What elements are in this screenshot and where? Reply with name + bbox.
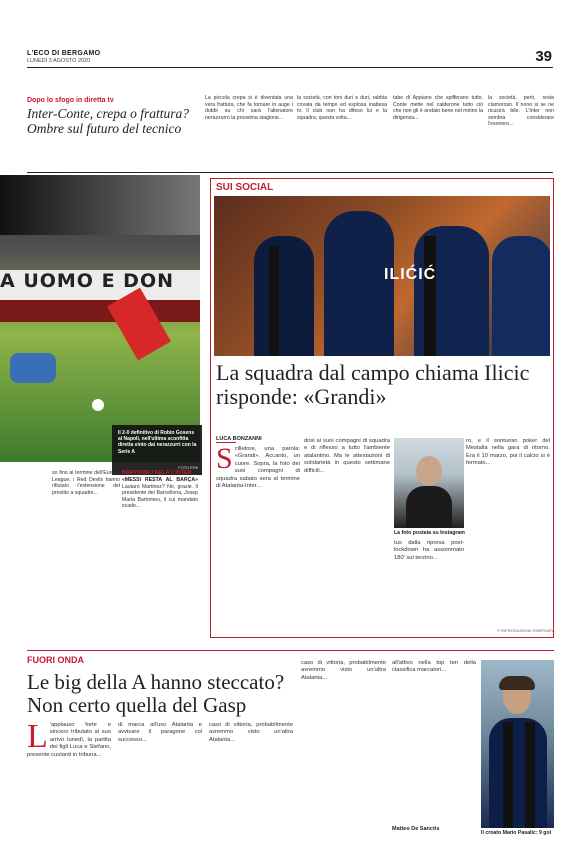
inset-caption: La foto postata su Instagram [394,530,465,536]
social-column-3: ro, e il sontuoso poker del Mestalla nella gara di ritorno. Era il 10 marzo, poi il calcio si è fermato... [466,438,550,467]
bartomeu-box [122,470,198,620]
bottom-author: Matteo De Sanctis [392,826,440,832]
top-column-2: la società, con toni duri e duri, rabbia covata da tempo ed esplosa inattesa tv. Il club non ha difeso lui e la squadra, questa volta... [297,95,387,121]
bottom-column-2: di marca all'uso Atalanta e avvisare il paragone col successo... [118,722,202,743]
bottom-column-4: caso di vittoria, probabilmente avremmo visto un'altra Atalanta... [301,660,386,681]
newspaper-name: L'ECO DI BERGAMO [27,50,101,57]
bartomeu-lead: «MESSI RESTA AL BARÇA» [122,477,198,483]
social-copyright: © RIPRODUZIONE RISERVATA [497,628,555,633]
top-column-4: la società, però, resta clamoroso. Il nono si se ne ricucirà bile. L'Inter non sembra considerare l'esonero... [488,95,554,128]
social-column-1: Scilletore, una parola: «Grandi». Accanto, un cuore. Sopra, la foto dei suoi compagni di squadra sabato sera al termine di Atalanta-Inter... [216,446,300,490]
social-headline: La squadra dal campo chiama Ilicic risponde: «Grandi» [216,360,530,409]
pasalic-caption: Il croato Mario Pasalic: 9 gol [481,830,552,836]
instagram-inset-photo [394,438,464,528]
bottom-dropcap: L [27,722,48,755]
bartomeu-kicker: BARTOMEU GELA L'INTER [122,470,192,476]
top-column-3: tabe di Appiano che spifferano tutto. Conte mette nel calderone tutto ciò che non gli è andato bene nel mirino la dirigenza... [393,95,483,121]
match-photo [0,175,200,462]
photo-caption: Il 2-0 definitivo di Robin Gosens al Napoli, nell'ultima sconfitta diretta vinto dai nerazzurri con la Serie A [118,430,197,455]
author-rule [216,442,236,443]
section-rule [27,172,553,173]
top-column-1: La piccola crepa si è diventata una vera frattura, che fa tornare in auge i dubbi su chi sarà l'allenatore nerazzurro la prossima stagione... [205,95,293,121]
stadium-banner: A UOMO E DON [0,270,174,292]
top-headline: Inter-Conte, crepa o frattura? Ombre sul futuro del tecnico [27,106,189,136]
bottom-column-1: L 'applauso forte e sincero tributato al suo arrivo lunedì, la partita dei figli Luca e Stefano, presente custanti in tribuna... [27,722,111,758]
photo-caption-box [112,425,202,475]
bottom-label: FUORI ONDA [27,655,84,665]
top-kicker: Dopo lo sfogo in diretta tv [27,97,114,104]
left-text-column: so fino al termine dell'Europa League, i Red Devils hanno rifiutato l'estensione del prestito a squadre... [52,470,120,496]
social-label: SUI SOCIAL [216,182,274,193]
photo-credit: FOTO EPA [178,465,198,471]
social-author: LUCA BONZANNI [216,436,262,442]
issue-date: LUNEDÌ 3 AGOSTO 2020 [27,58,91,64]
bottom-column-3: caso di vittoria, probabilmente avremmo visto un'altra Atalanta... [209,722,293,743]
social-dropcap: S [216,446,233,475]
team-photo: ILIĆIĆ [214,196,550,356]
bartomeu-text: Lautaro Martinez? No, grazie. Il presidente del Barcellona, Josep Maria Bartomeu, il cui mandato scade... [122,483,198,510]
pasalic-photo [481,660,554,828]
header-rule [27,67,553,68]
bottom-rule [27,650,554,651]
page-number: 39 [535,48,552,65]
bottom-headline: Le big della A hanno steccato? Non certo quella del Gasp [27,670,285,717]
social-column-2: dosi ai suoi compagni di squadra e di riflesso a tutto l'ambiente atalantino. Ma le attestazioni di solidarietà in questo settimane difficili... [304,438,390,474]
bottom-column-5: all'attivo nella top ten della classifica marcatori... [392,660,476,674]
social-column-3b: tus dalla ripresa post-lockdown ha assommato 180' sul terzino... [394,540,464,561]
